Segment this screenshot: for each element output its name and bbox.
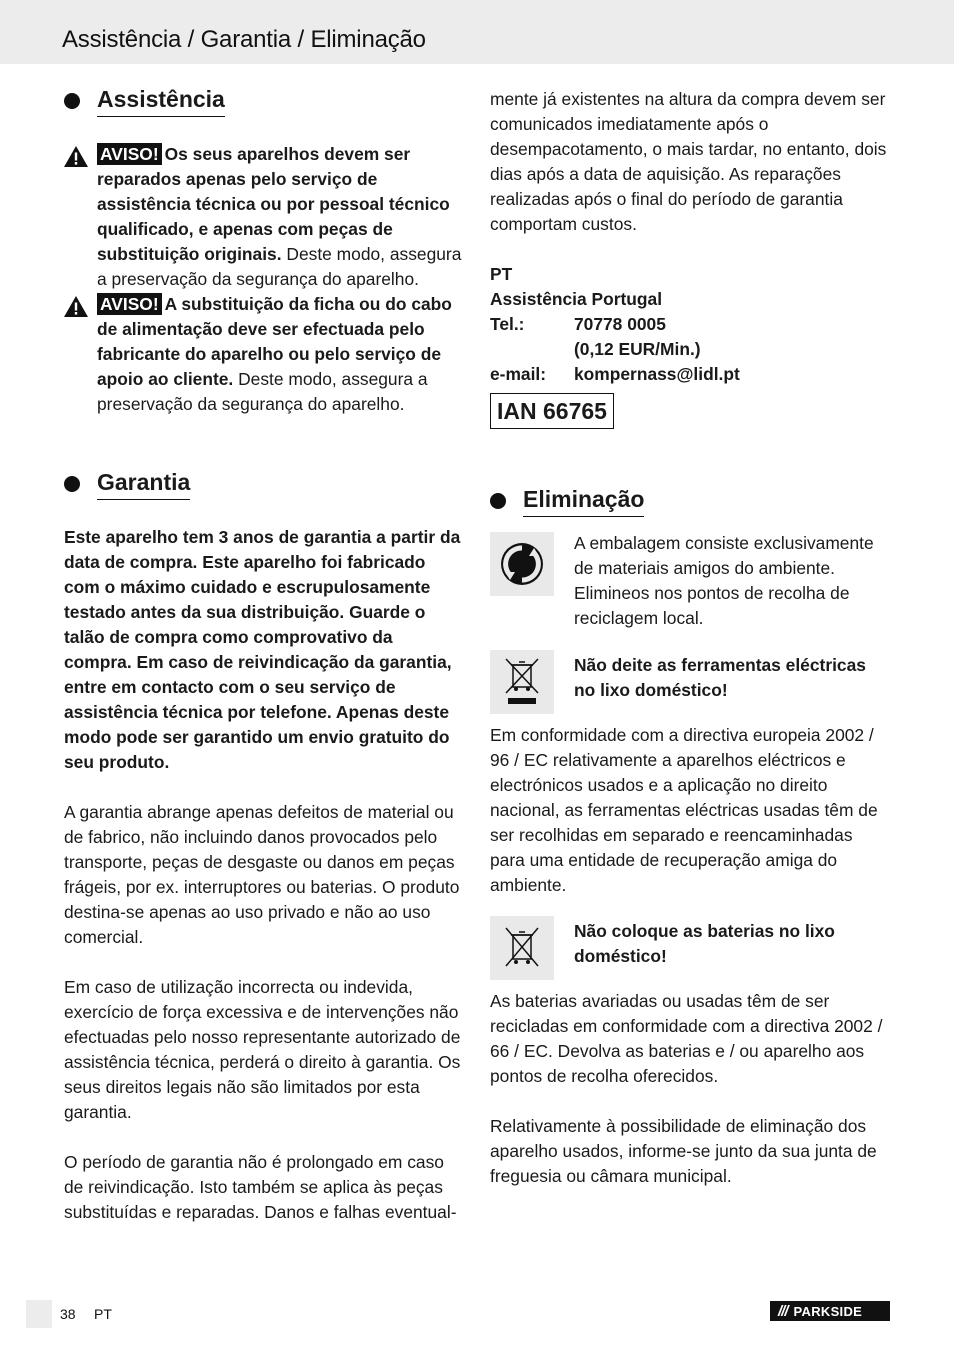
garantia-paragraph-1: A garantia abrange apenas defeitos de material ou de fabrico, não incluindo danos provocados pelo transporte, peças de desgaste ou danos em peças frágeis, por ex. interruptores ou baterias. O produto destina-se apenas ao uso privado e não ao uso comercial. (64, 802, 460, 947)
crossed-out-bin-icon (490, 650, 554, 714)
crossed-out-battery-bin-icon (490, 916, 554, 980)
packaging-info (490, 531, 890, 631)
tools-warning-text: Não deite as ferramentas eléctricas no lixo doméstico! (574, 655, 866, 700)
brand-slashes: /// (778, 1302, 788, 1320)
garantia-paragraph-2: Em caso de utilização incorrecta ou indevida, exercício de força excessiva e de intervenções não efectuadas pelo nosso representante autorizado de assistência técnica, perderá o direito à garantia. Os seus direitos legais não são limitados por esta garantia. (64, 977, 461, 1122)
section-assistencia-heading (64, 84, 462, 117)
contact-service: Assistência Portugal (490, 289, 663, 309)
aviso-label: AVISO! (97, 293, 162, 315)
bullet-icon (64, 476, 80, 492)
email-value[interactable]: kompernass@lidl.pt (574, 364, 740, 384)
bullet-icon (64, 93, 80, 109)
battery-text: As baterias avariadas ou usadas têm de ser recicladas em conformidade com a directiva 2002 / 66 / EC. Devolva as baterias e / ou aparelho aos pontos de recolha oferecidos. (490, 991, 883, 1086)
directive-text: Em conformidade com a directiva europeia 2002 / 96 / EC relativamente a aparelhos eléctricos e electrónicos usados e a aplicação no direito nacional, as ferramentas eléctricas usadas têm de ser recolhidas em separado e reencaminhadas para uma entidade de recuperação amiga do ambiente. (490, 725, 878, 895)
garantia-bold-paragraph: Este aparelho tem 3 anos de garantia a partir da data de compra. Este aparelho foi fabricado com o máximo cuidado e escrupulosamente testado antes da sua distribuição. Guarde o talão de compra como comprovativo da compra. Em caso de reivindicação da garantia, entre em contacto com o seu serviço de assistência técnica por telefone. Apenas deste modo pode ser garantido um envio gratuito do seu produto. (64, 527, 461, 772)
brand-name: PARKSIDE (793, 1303, 863, 1319)
municipal-text: Relativamente à possibilidade de eliminação dos aparelho usados, informe-se junto da sua junta de freguesia ou câmara municipal. (490, 1116, 877, 1186)
section-title: Garantia (97, 467, 190, 500)
warning-bold-text: A substituição da ficha ou do cabo de alimentação deve ser efectuada pelo fabricante do aparelho ou pelo serviço de apoio ao cliente. (97, 294, 452, 389)
section-eliminacao-heading (490, 484, 890, 517)
warning-triangle-icon (64, 296, 88, 317)
contact-country: PT (490, 264, 513, 284)
green-dot-recycling-icon (490, 532, 554, 596)
aviso-label: AVISO! (97, 143, 162, 165)
garantia-continuation: mente já existentes na altura da compra devem ser comunicados imediatamente após o desempacotamento, o mais tardar, no entanto, dois dias após a data de aquisição. As reparações realizadas após o final do período de garantia comportam custos. (490, 89, 887, 234)
bullet-icon (490, 493, 506, 509)
tools-disposal-warning (490, 649, 890, 713)
page-header-title: Assistência / Garantia / Eliminação (62, 26, 426, 53)
packaging-text: A embalagem consiste exclusivamente de materiais amigos do ambiente. Elimineos nos pontos de recolha de reciclagem local. (574, 533, 874, 628)
right-column (490, 87, 890, 1189)
contact-table (490, 312, 740, 387)
section-garantia-heading (64, 467, 462, 500)
warning-block-2 (64, 292, 462, 417)
left-column (64, 84, 462, 1225)
warning-normal-text: Deste modo, assegura a preservação da segurança do aparelho. (97, 244, 462, 289)
garantia-paragraph-3: O período de garantia não é prolongado em caso de reivindicação. Isto também se aplica às peças substituídas e reparadas. Danos e falhas eventual- (64, 1152, 457, 1222)
page-number: 38 (60, 1306, 76, 1322)
parkside-logo (770, 1301, 890, 1321)
tel-price: (0,12 EUR/Min.) (574, 339, 701, 359)
warning-normal-text: Deste modo, assegura a preservação da segurança do aparelho. (97, 369, 428, 414)
section-title: Eliminação (523, 484, 644, 517)
warning-triangle-icon (64, 146, 88, 167)
footer-language: PT (94, 1306, 112, 1322)
tel-label: Tel.: (490, 314, 525, 334)
warning-block-1 (64, 142, 462, 292)
footer-page-box (26, 1300, 52, 1328)
warning-bold-text: Os seus aparelhos devem ser reparados apenas pelo serviço de assistência técnica ou por pessoal técnico qualificado, e apenas com peças de substituição originais. (97, 144, 450, 264)
battery-warning-text: Não coloque as baterias no lixo doméstico! (574, 921, 835, 966)
battery-disposal-warning (490, 915, 890, 979)
ian-number-box: IAN 66765 (490, 393, 614, 429)
email-label: e-mail: (490, 364, 547, 384)
section-title: Assistência (97, 84, 225, 117)
tel-value: 70778 0005 (574, 314, 666, 334)
